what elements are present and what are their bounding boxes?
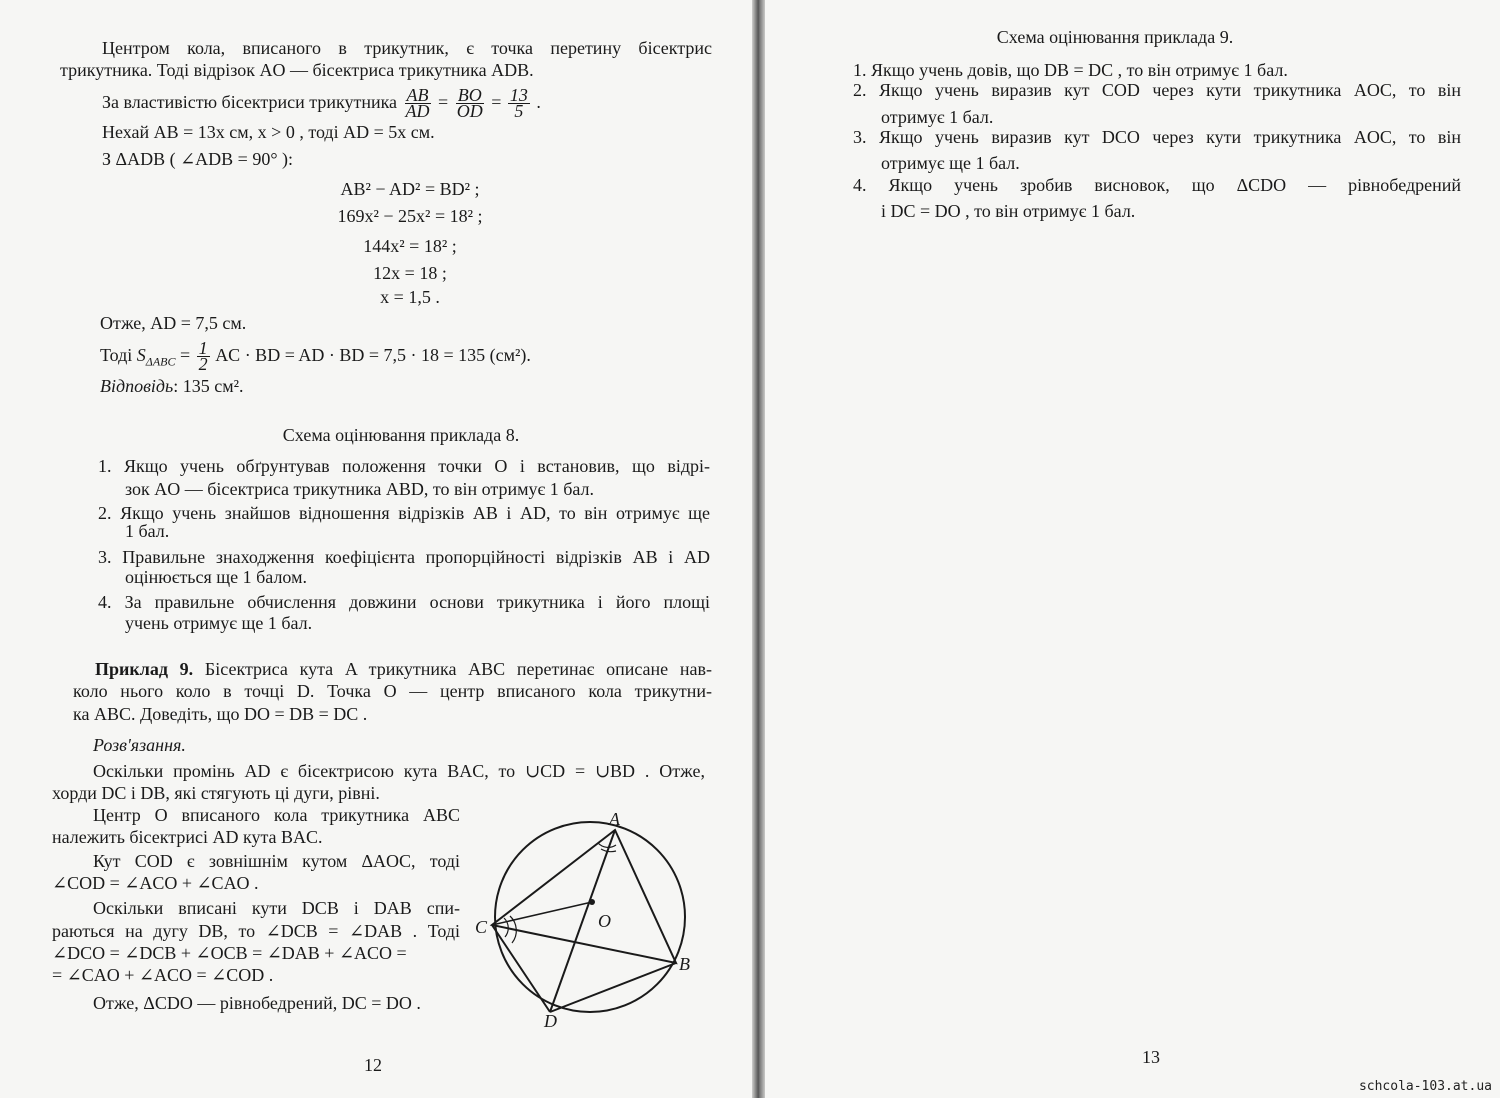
solution-2-line-2: належить бісектрисі AD кута BAC. — [52, 827, 323, 847]
equation-1: AB² − AD² = BD² ; — [340, 179, 480, 199]
bisector-property: За властивістю бісектриси трикутника $\frac{AB}{AD}$ = $\frac{BO}{OD}$ = $\frac{13}{5}$ . — [102, 85, 541, 122]
book-spine — [752, 0, 766, 1098]
area-then: Тоді — [100, 345, 133, 365]
equation-5: x = 1,5 . — [380, 287, 440, 307]
scheme-8-item-1-line-2: зок AO — бісектриса трикутника ABD, то він отримує 1 бал. — [125, 479, 594, 499]
scheme-8-item-4-line-1: 4. За правильне обчислення довжини основи трикутника і його площі — [98, 592, 710, 612]
scheme-9-item-4-line-2: і DC = DO , то він отримує 1 бал. — [881, 201, 1136, 221]
scheme-8-item-3-line-2: оцінюється ще 1 балом. — [125, 567, 307, 587]
site-watermark: schcola-103.at.ua — [1358, 1079, 1492, 1094]
chord-cd — [492, 925, 550, 1012]
scheme-8-item-2-line-2: 1 бал. — [125, 521, 170, 541]
scheme-9-item-1: 1. Якщо учень довів, що DB = DC , то він отримує 1 бал. — [853, 60, 1288, 80]
solution-4-line-4: = ∠CAO + ∠ACO = ∠COD . — [52, 965, 274, 985]
scheme-8-title: Схема оцінювання приклада 8. — [282, 425, 520, 445]
page-number-right: 13 — [1142, 1047, 1160, 1067]
scheme-9-item-4-line-1: 4. Якщо учень зробив висновок, що ΔCDO — рівнобедрений — [853, 175, 1461, 195]
let-line: Нехай AB = 13x см, x > 0 , тоді AD = 5x см. — [102, 122, 435, 142]
solution-3-line-2: ∠COD = ∠ACO + ∠CAO . — [52, 873, 259, 893]
point-d-label: D — [544, 1011, 557, 1031]
solution-4-line-2: раються на дугу DB, то ∠DCB = ∠DAB . Тоді — [52, 921, 460, 941]
point-o-label: O — [598, 911, 611, 931]
answer-label: Відповідь — [100, 376, 174, 396]
point-c-label: C — [475, 917, 488, 937]
solution-1-line-2: хорди DC і DB, які стягують ці дуги, рівні. — [52, 783, 380, 803]
scheme-8-item-4-line-2: учень отримує ще 1 бал. — [125, 613, 313, 633]
example-9-line-3: ка ABC. Доведіть, що DO = DB = DC . — [73, 704, 368, 724]
scheme-9-title: Схема оцінювання приклада 9. — [996, 27, 1234, 47]
scheme-9-item-2-line-1: 2. Якщо учень виразив кут COD через кути трикутника AOC, то він — [853, 80, 1461, 100]
answer-value: : 135 см². — [173, 376, 244, 396]
angle-mark-a-1 — [598, 843, 616, 847]
scheme-8-item-3-line-1: 3. Правильне знаходження коефіцієнта пропорційності відрізків AB і AD — [98, 547, 710, 567]
scheme-8-item-1-line-1: 1. Якщо учень обґрунтував положення точки O і встановив, що відрі- — [98, 456, 710, 476]
equation-4: 12x = 18 ; — [373, 263, 447, 283]
intro-line-1: Центром кола, вписаного в трикутник, є точка перетину бісектрис — [102, 38, 712, 58]
chord-db — [550, 963, 676, 1012]
fraction-13-5: $\frac{13}{5}$ — [509, 85, 528, 122]
from-triangle-line: З ΔADB ( ∠ADB = 90° ): — [102, 149, 294, 169]
scheme-9-item-2-line-2: отримує 1 бал. — [881, 107, 994, 127]
example-9-line-1: Приклад 9. Бісектриса кута A трикутника ABC перетинає описане нав- — [95, 659, 712, 679]
solution-4-line-1: Оскільки вписані кути DCB і DAB спи- — [93, 898, 460, 918]
solution-4-line-3: ∠DCO = ∠DCB + ∠OCB = ∠DAB + ∠ACO = — [52, 943, 407, 963]
fraction-bo-od: $\frac{BO}{OD}$ — [456, 85, 483, 122]
area-symbol: S — [136, 345, 146, 365]
point-b-label: B — [679, 954, 690, 974]
solution-3-line-1: Кут COD є зовнішнім кутом ΔAOC, тоді — [93, 851, 460, 871]
solution-5-line: Отже, ΔCDO — рівнобедрений, DC = DO . — [93, 993, 421, 1013]
page-number-left: 12 — [364, 1055, 382, 1075]
example-9-label: Приклад 9. — [95, 659, 194, 679]
equation-3: 144x² = 18² ; — [363, 236, 457, 256]
example-9-line-2: коло нього коло в точці D. Точка O — центр вписаного кола трикутни- — [73, 681, 712, 701]
solution-label: Розв'язання. — [93, 735, 186, 755]
solution-1-line-1: Оскільки промінь AD є бісектрисою кута BAC, то ∪CD = ∪BD . Отже, — [93, 761, 705, 781]
answer-line — [100, 375, 244, 397]
center-o-point — [589, 899, 595, 905]
scheme-8-item-2-line-1: 2. Якщо учень знайшов відношення відрізків AB і AD, то він отримує ще — [98, 503, 710, 523]
solution-2-line-1: Центр O вписаного кола трикутника ABC — [93, 805, 460, 825]
area-subscript: ΔABC — [145, 354, 176, 369]
point-a-label: A — [609, 809, 620, 829]
triangle-abc — [492, 830, 676, 963]
area-line: Тоді $S_{\Delta ABC}$ = $\frac{1}{2}$ AC · BD = AD · BD = 7,5 · 18 = 135 (см²). — [100, 338, 531, 375]
equation-2: 169x² − 25x² = 18² ; — [337, 206, 483, 226]
area-rest: AC · BD = AD · BD = 7,5 · 18 = 135 (см²). — [215, 345, 531, 365]
fraction-half: $\frac{1}{2}$ — [198, 338, 208, 375]
right-page — [765, 0, 1500, 1098]
scheme-9-item-3-line-2: отримує ще 1 бал. — [881, 153, 1020, 173]
intro-line-2: трикутника. Тоді відрізок AO — бісектриса трикутника ADB. — [60, 60, 534, 80]
so-ad-line: Отже, AD = 7,5 см. — [100, 313, 247, 333]
scheme-9-item-3-line-1: 3. Якщо учень виразив кут DCO через кути трикутника AOC, то він — [853, 127, 1461, 147]
fraction-ab-ad: $\frac{AB}{AD}$ — [405, 85, 430, 122]
circle-figure — [470, 805, 710, 1035]
bisector-property-text: За властивістю бісектриси трикутника — [102, 92, 398, 112]
